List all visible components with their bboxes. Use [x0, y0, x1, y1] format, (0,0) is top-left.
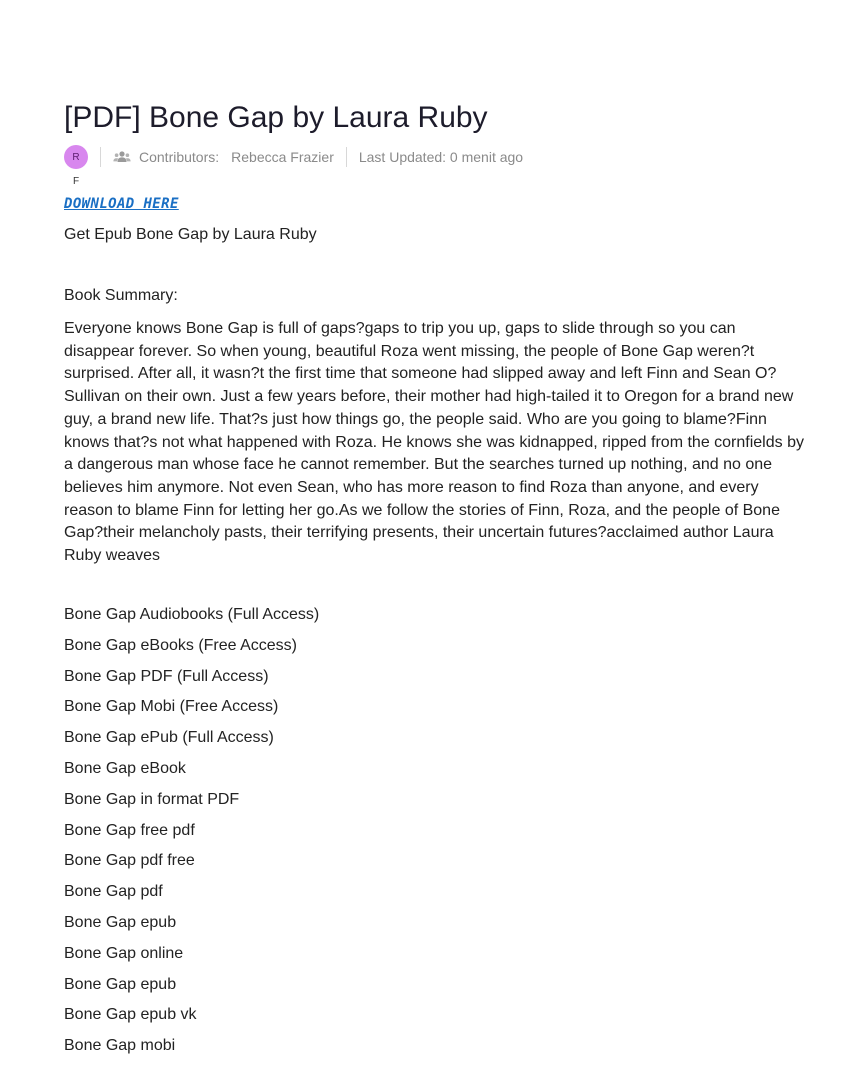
- format-list: [64, 603, 319, 1065]
- page-title: [PDF] Bone Gap by Laura Ruby: [64, 101, 488, 134]
- format-list-item: Bone Gap epub vk: [64, 1006, 197, 1024]
- format-list-item: Bone Gap pdf: [64, 883, 163, 901]
- last-updated: Last Updated: 0 menit ago: [358, 149, 524, 165]
- format-list-item: Bone Gap in format PDF: [64, 790, 240, 808]
- format-list-item: Bone Gap Mobi (Free Access): [64, 698, 279, 716]
- avatar-initial: R: [64, 145, 88, 169]
- summary-body: Everyone knows Bone Gap is full of gaps?gaps to trip you up, gaps to slide through so you can disappear forever. So when young, beautiful Roza went missing, the people of Bone Gap weren?t surprised. After all, it wasn?t the first time that someone had slipped away and left Finn and Sean O?Sullivan on their own. Just a few years before, their mother had high-tailed it to Oregon for a brand new guy, a brand new life. That?s just how things go, the people said. Who are you going to blame?Finn knows that?s not what happened with Roza. He knows she was kidnapped, ripped from the cornfields by a dangerous man whose face he cannot remember. But the searches turned up nothing, and no one believes him anymore. Not even Sean, who has more reason to find Roza than anyone, and every reason to blame Finn for letting her go.As we follow the stories of Finn, Roza, and the people of Bone Gap?their melancholy pasts, their terrifying presents, their uncertain futures?acclaimed author Laura Ruby weaves: [64, 320, 804, 565]
- format-list-item: Bone Gap free pdf: [64, 821, 195, 839]
- users-icon: [113, 150, 131, 164]
- format-list-item: Bone Gap ePub (Full Access): [64, 729, 274, 747]
- format-list-item: Bone Gap epub: [64, 975, 177, 993]
- meta-divider: [100, 147, 101, 167]
- meta-divider: [346, 147, 347, 167]
- format-list-item: Bone Gap pdf free: [64, 852, 195, 870]
- avatar[interactable]: [64, 145, 88, 187]
- contributor-name[interactable]: Rebecca Frazier: [231, 149, 334, 165]
- format-list-item: Bone Gap online: [64, 944, 184, 962]
- format-list-item: Bone Gap mobi: [64, 1037, 176, 1055]
- download-link[interactable]: DOWNLOAD HERE: [64, 196, 179, 212]
- avatar-sub-initial: F: [73, 176, 80, 187]
- format-list-item: Bone Gap epub: [64, 913, 177, 931]
- meta-bar: [64, 142, 524, 187]
- get-epub-text: Get Epub Bone Gap by Laura Ruby: [64, 226, 317, 243]
- format-list-item: Bone Gap Audiobooks (Full Access): [64, 606, 320, 623]
- format-list-item: Bone Gap eBooks (Free Access): [64, 636, 297, 654]
- format-list-item: Bone Gap PDF (Full Access): [64, 667, 269, 685]
- format-list-item: Bone Gap eBook: [64, 759, 186, 777]
- summary-heading: Book Summary:: [64, 287, 178, 304]
- contributors-label: Contributors:: [139, 149, 220, 165]
